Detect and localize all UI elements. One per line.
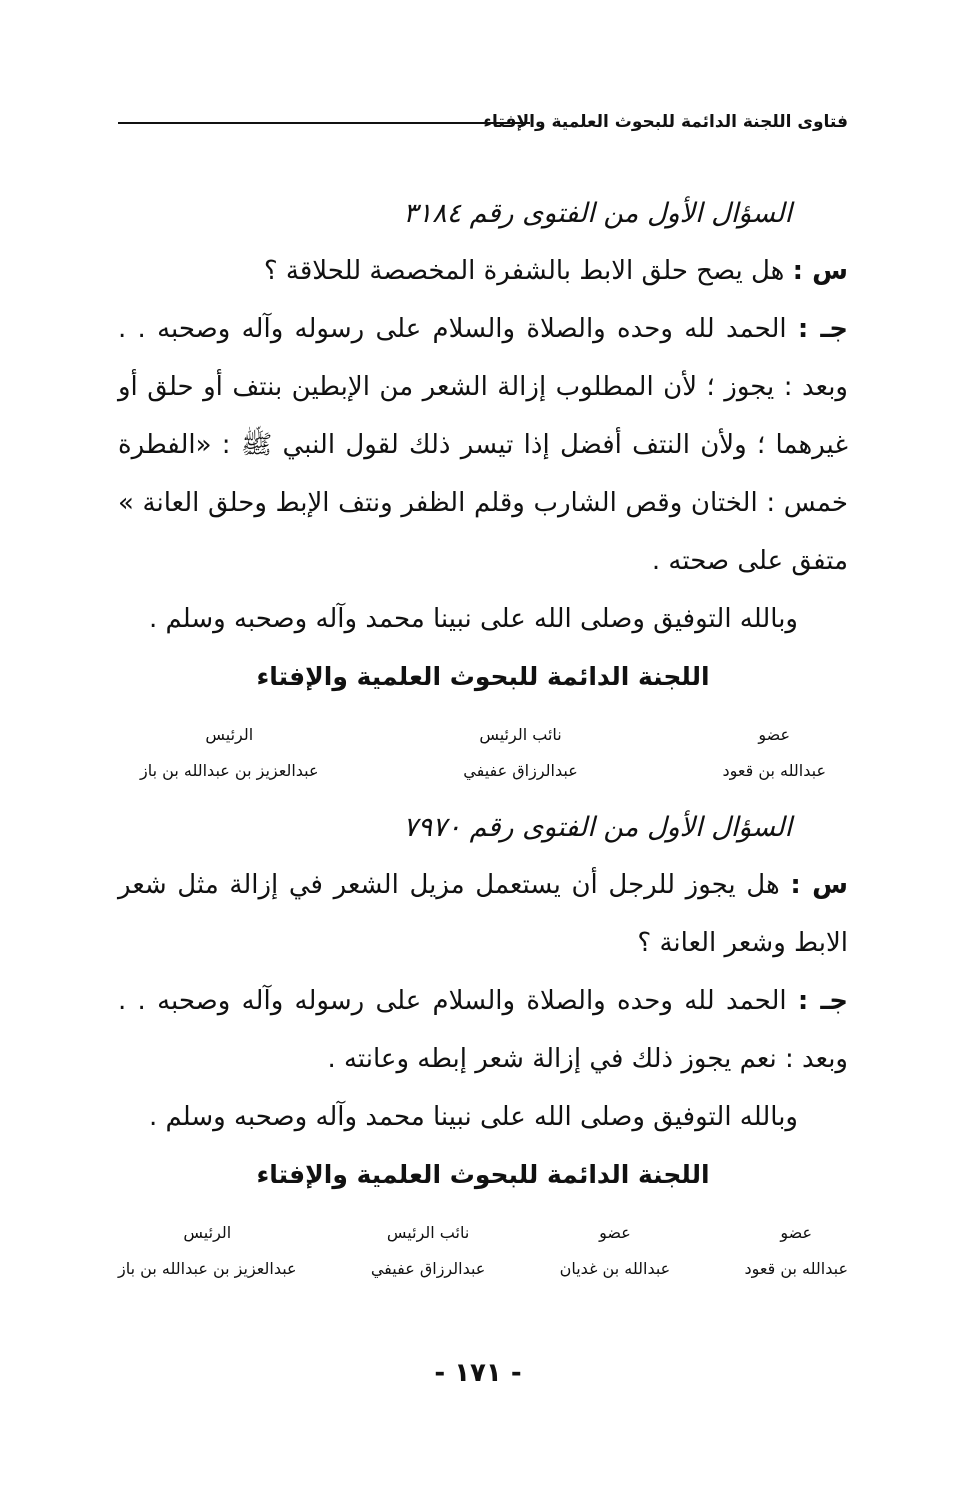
signatory-name: عبدالله بن قعود xyxy=(722,761,826,780)
question-text: هل يجوز للرجل أن يستعمل مزيل الشعر في إزالة مثل شعر الابط وشعر العانة ؟ xyxy=(118,870,848,958)
signatory-president xyxy=(118,1218,297,1286)
fatwa-heading: السؤال الأول من الفتوى رقم ٣١٨٤ xyxy=(403,198,792,229)
signatory-vice-president xyxy=(371,1218,486,1286)
signatory-name: عبدالله بن قعود xyxy=(744,1259,848,1278)
answer-paragraph xyxy=(118,300,848,590)
fatwa-3184 xyxy=(118,186,848,788)
signatory-role: نائب الرئيس xyxy=(479,725,562,744)
header-rule xyxy=(118,122,530,124)
committee-name: اللجنة الدائمة للبحوث العلمية والإفتاء xyxy=(256,1160,710,1189)
answer-text: الحمد لله وحده والصلاة والسلام على رسوله وآله وصحبه . . وبعد : يجوز ؛ لأن المطلوب إزالة الشعر من الإبطين بنتف أو حلق أو غيرهما ؛ ولأن النتف أفضل إذا تيسر ذلك لقول النبي ﷺ : «الفطرة خمس : الختان وقص الشارب وقلم الظفر ونتف الإبط وحلق العانة » متفق على صحته . xyxy=(118,314,848,576)
signatory-role: عضو xyxy=(599,1223,631,1242)
signatory-role: الرئيس xyxy=(183,1223,232,1242)
answer-paragraph xyxy=(118,972,848,1088)
question-label: س : xyxy=(792,256,848,286)
question-text: هل يصح حلق الابط بالشفرة المخصصة للحلاقة ؟ xyxy=(263,256,785,286)
signatures xyxy=(118,1204,848,1286)
signatory-name: عبدالرزاق عفيفي xyxy=(370,1259,486,1278)
signatory-name: عبدالله بن غديان xyxy=(559,1259,671,1278)
fatwa-7970 xyxy=(118,800,848,1286)
signatory-role: عضو xyxy=(758,725,791,744)
signatory-member xyxy=(744,1218,848,1286)
question-paragraph xyxy=(118,242,848,300)
signatory-role: الرئيس xyxy=(205,725,254,744)
signatory-member xyxy=(722,720,826,788)
signatory-name: عبدالرزاق عفيفي xyxy=(463,761,578,780)
page-number: - ١٧١ - xyxy=(434,1358,522,1388)
question-paragraph xyxy=(118,856,848,972)
signatory-name: عبدالعزيز بن عبدالله بن باز xyxy=(140,761,319,780)
signatory-president xyxy=(140,720,319,788)
running-title: فتاوى اللجنة الدائمة للبحوث العلمية والإفتاء xyxy=(483,112,848,132)
closing-formula: وبالله التوفيق وصلى الله على نبينا محمد وآله وصحبه وسلم . xyxy=(148,1102,798,1132)
answer-label: جـ : xyxy=(797,986,849,1016)
signatory-role: نائب الرئيس xyxy=(386,1223,470,1242)
fatwa-heading: السؤال الأول من الفتوى رقم ٧٩٧٠ xyxy=(403,812,792,843)
committee-name: اللجنة الدائمة للبحوث العلمية والإفتاء xyxy=(256,662,710,691)
running-header xyxy=(118,104,848,140)
signatory-member xyxy=(560,1218,671,1286)
answer-text: الحمد لله وحده والصلاة والسلام على رسوله وآله وصحبه . . وبعد : نعم يجوز ذلك في إزالة شعر إبطه وعانته . xyxy=(118,986,848,1074)
answer-label: جـ : xyxy=(797,314,849,344)
signatory-vice-president xyxy=(463,720,578,788)
signatures xyxy=(118,706,848,788)
signatory-role: عضو xyxy=(780,1223,813,1242)
closing-formula: وبالله التوفيق وصلى الله على نبينا محمد وآله وصحبه وسلم . xyxy=(148,604,798,634)
question-label: س : xyxy=(790,870,848,900)
signatory-name: عبدالعزيز بن عبدالله بن باز xyxy=(118,1259,297,1278)
